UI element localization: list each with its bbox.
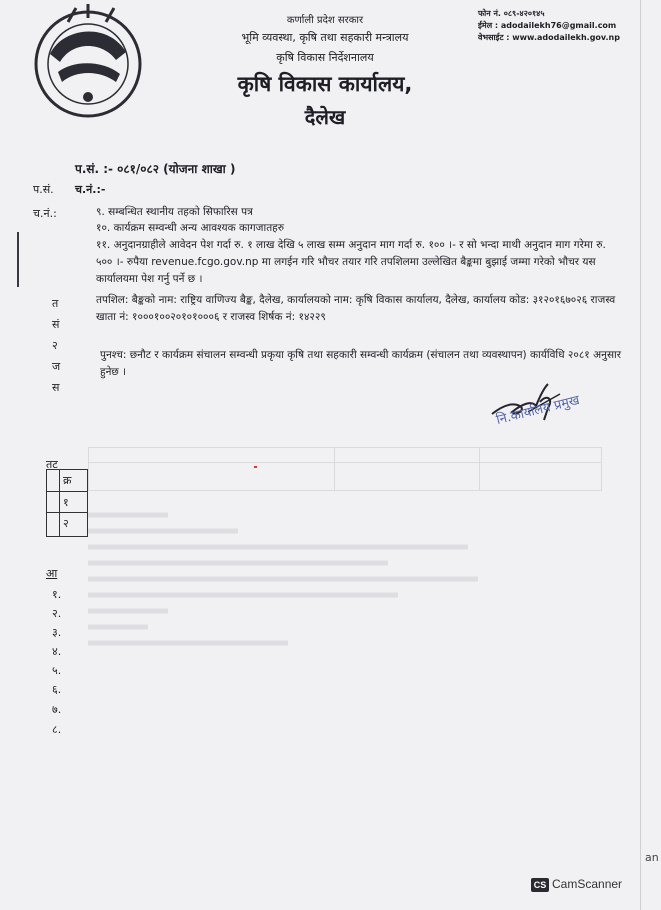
government-title: कर्णाली प्रदेश सरकार	[286, 15, 364, 26]
list-number: ६.	[52, 683, 62, 696]
page-edge	[640, 0, 641, 910]
list-item-10: १०. कार्यक्रम सम्वन्धी अन्य आवश्यक कागजातहरु	[96, 222, 285, 234]
postscript: पुनश्च: छनौट र कार्यक्रम संचालन सम्वन्धी प्रकृया कृषि तथा सहकारी सम्वन्धी कार्यक्रम (संचालन तथा व्यवस्थापन) कार्यविधि २०८१ अनुसार हुनेछ ।	[100, 349, 622, 378]
dispatch-number: च.नं.:-	[75, 183, 106, 196]
contact-email: ईमेल : adodailekh76@gmail.com	[478, 21, 617, 30]
table-cell: १	[63, 496, 69, 509]
table-cell: क्र	[63, 474, 72, 487]
bank-details: तपशिल: बैङ्कको नाम: राष्ट्रिय वाणिज्य बैङ्क, दैलेख, कार्यालयको नाम: कृषि विकास कार्यालय, दैलेख, कार्यालय कोड: ३१२०१६७०२६ राजस्व खाता नं: १०००१००२०१०१०००६ र राजस्व शिर्षक नं: १४२२९	[96, 294, 616, 323]
contact-phone: फोन नं. ०८९-४२०१४५	[478, 9, 545, 18]
list-number: २.	[52, 607, 62, 620]
camscanner-watermark	[531, 877, 622, 892]
edge-text: an	[645, 851, 659, 864]
list-number: ८.	[52, 723, 62, 736]
left-margin-ps: प.सं.	[33, 183, 54, 196]
list-number: ४.	[52, 645, 62, 658]
list-number: ५.	[52, 664, 62, 677]
table-top-label: तट	[46, 458, 58, 471]
contact-block	[478, 8, 620, 44]
list-heading: आ	[46, 567, 58, 580]
list-number: ७.	[52, 703, 62, 716]
directorate-title: कृषि विकास निर्देशनालय	[276, 51, 374, 64]
side-char: २	[52, 339, 58, 352]
table-cell: २	[63, 517, 69, 530]
side-char: ज	[52, 360, 61, 373]
list-number: ३.	[52, 626, 62, 639]
office-head-stamp: नि.कार्यालय प्रमुख	[494, 392, 582, 429]
list-item-11: ११. अनुदानग्राहीले आवेदन पेश गर्दा रु. १ लाख देखि ५ लाख सम्म अनुदान माग गर्दा रु. १०० ।- र सो भन्दा माथी अनुदान माग गरेमा रु. ५०० ।- रुपैया revenue.fcgo.gov.np मा लगईन गरि भौचर तयार गरि तपशिलमा उल्लेखित बैङ्कमा बुझाई जम्मा गरेको भौचर यस कार्यालयमा पेश गर्नु पर्ने छ ।	[96, 239, 606, 285]
government-emblem-logo	[28, 2, 146, 122]
list-item-9: ९. सम्बन्धित स्थानीय तहको सिफारिस पत्र	[96, 206, 253, 218]
office-title: कृषि विकास कार्यालय,	[237, 72, 413, 96]
side-char: सं	[52, 318, 60, 331]
list-number: १.	[52, 588, 62, 601]
left-margin-cn: च.नं.:	[33, 207, 57, 220]
side-char: त	[52, 297, 59, 310]
side-char: स	[52, 381, 60, 394]
bleed-through-table	[88, 447, 602, 491]
margin-line	[17, 232, 19, 287]
camscanner-label: CamScanner	[552, 877, 623, 891]
bleed-through-text	[88, 505, 508, 675]
ministry-title: भूमि व्यवस्था, कृषि तथा सहकारी मन्त्रालय	[241, 31, 409, 44]
contact-website: वेभसाईट : www.adodailekh.gov.np	[478, 33, 620, 42]
camscanner-logo-icon: CS	[531, 878, 549, 892]
left-table	[46, 469, 88, 537]
district-title: दैलेख	[304, 105, 346, 129]
letter-reference-number: प.सं. :- ०८१/०८२ (योजना शाखा )	[75, 162, 236, 176]
red-mark	[254, 466, 257, 468]
